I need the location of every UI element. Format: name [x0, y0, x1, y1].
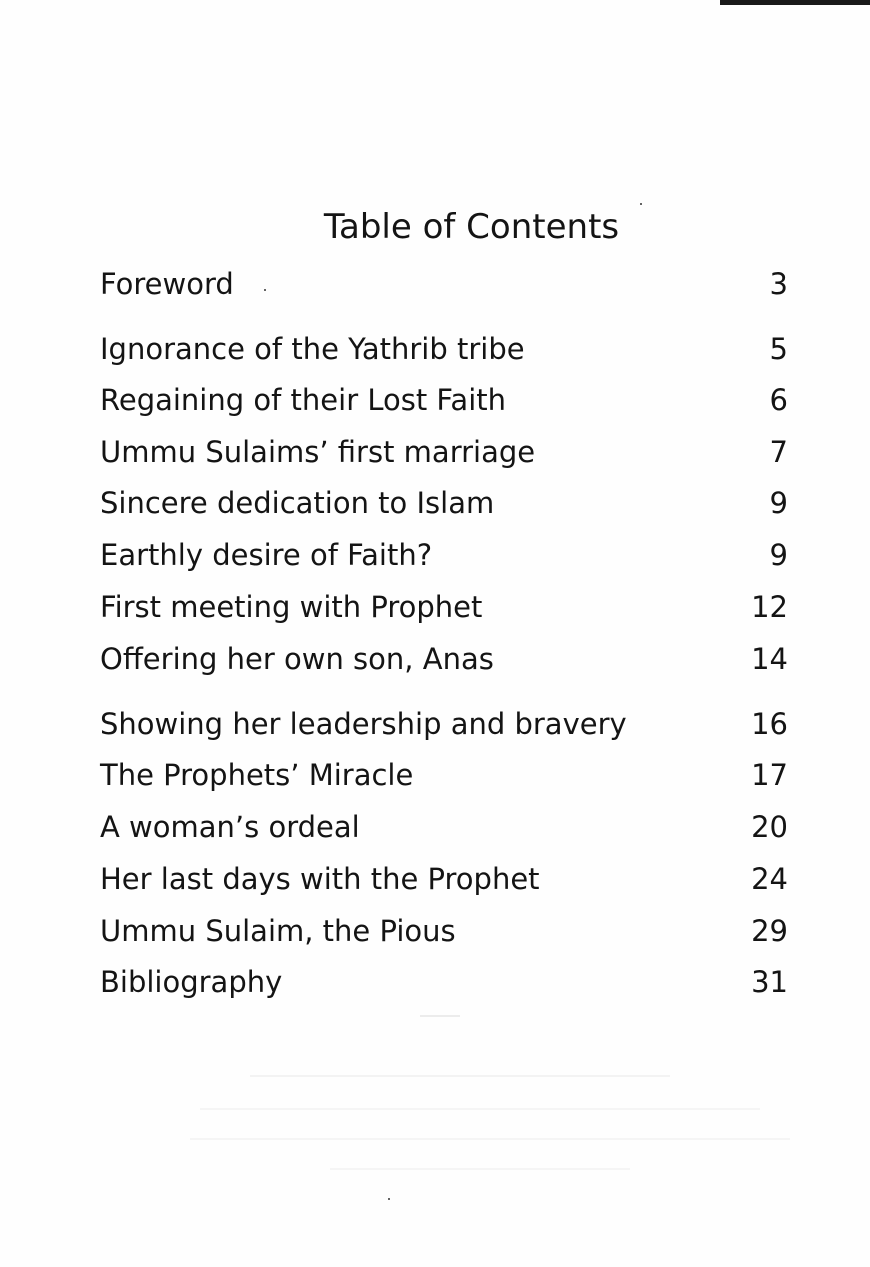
toc-entry-page: 17: [751, 758, 788, 792]
toc-entry-page: 31: [751, 965, 788, 999]
toc-entry-page: 29: [751, 914, 788, 948]
toc-entry-title: Offering her own son, Anas: [100, 642, 494, 676]
toc-entry: [100, 432, 790, 472]
toc-entry-title: The Prophets’ Miracle: [100, 758, 414, 792]
toc-entry-page: 14: [751, 642, 788, 676]
toc-entry: [100, 911, 790, 951]
toc-entry-title: A woman’s ordeal: [100, 810, 360, 844]
toc-entry: [100, 483, 790, 523]
toc-entry: [100, 807, 790, 847]
toc-entry-title: Earthly desire of Faith?: [100, 538, 433, 572]
toc-entry-page: 3: [769, 267, 788, 301]
toc-entry: [100, 859, 790, 899]
toc-entry: [100, 755, 790, 795]
toc-entry-title: First meeting with Prophet: [100, 590, 483, 624]
toc-entry-title: Ummu Sulaims’ first marriage: [100, 435, 536, 469]
toc-entry: [100, 535, 790, 575]
toc-entry: [100, 587, 790, 627]
toc-entry-page: 12: [751, 590, 788, 624]
toc-entry-title: Ummu Sulaim, the Pious: [100, 914, 456, 948]
toc-entry-title: Regaining of their Lost Faith: [100, 383, 507, 417]
toc-entry-title: Showing her leadership and bravery: [100, 707, 627, 741]
toc-entry-page: 6: [769, 383, 788, 417]
toc-entry: [100, 264, 790, 304]
toc-entry-page: 24: [751, 862, 788, 896]
toc-entry: [100, 380, 790, 420]
toc-entry: [100, 329, 790, 369]
toc-entry-page: 9: [769, 486, 788, 520]
toc-entry: [100, 639, 790, 679]
toc-entry-title: Foreword: [100, 267, 234, 301]
page-title: Table of Contents: [323, 206, 620, 247]
toc-entry-page: 7: [769, 435, 788, 469]
toc-entry-title: Her last days with the Prophet: [100, 862, 540, 896]
toc-entry: [100, 704, 790, 744]
toc-entry-title: Bibliography: [100, 965, 283, 999]
toc-entry-page: 5: [769, 332, 788, 366]
toc-entry-title: Ignorance of the Yathrib tribe: [100, 332, 525, 366]
toc-entry-page: 20: [751, 810, 788, 844]
toc-entry: [100, 962, 790, 1002]
toc-entry-title: Sincere dedication to Islam: [100, 486, 495, 520]
toc-entry-page: 9: [769, 538, 788, 572]
toc-entry-page: 16: [751, 707, 788, 741]
